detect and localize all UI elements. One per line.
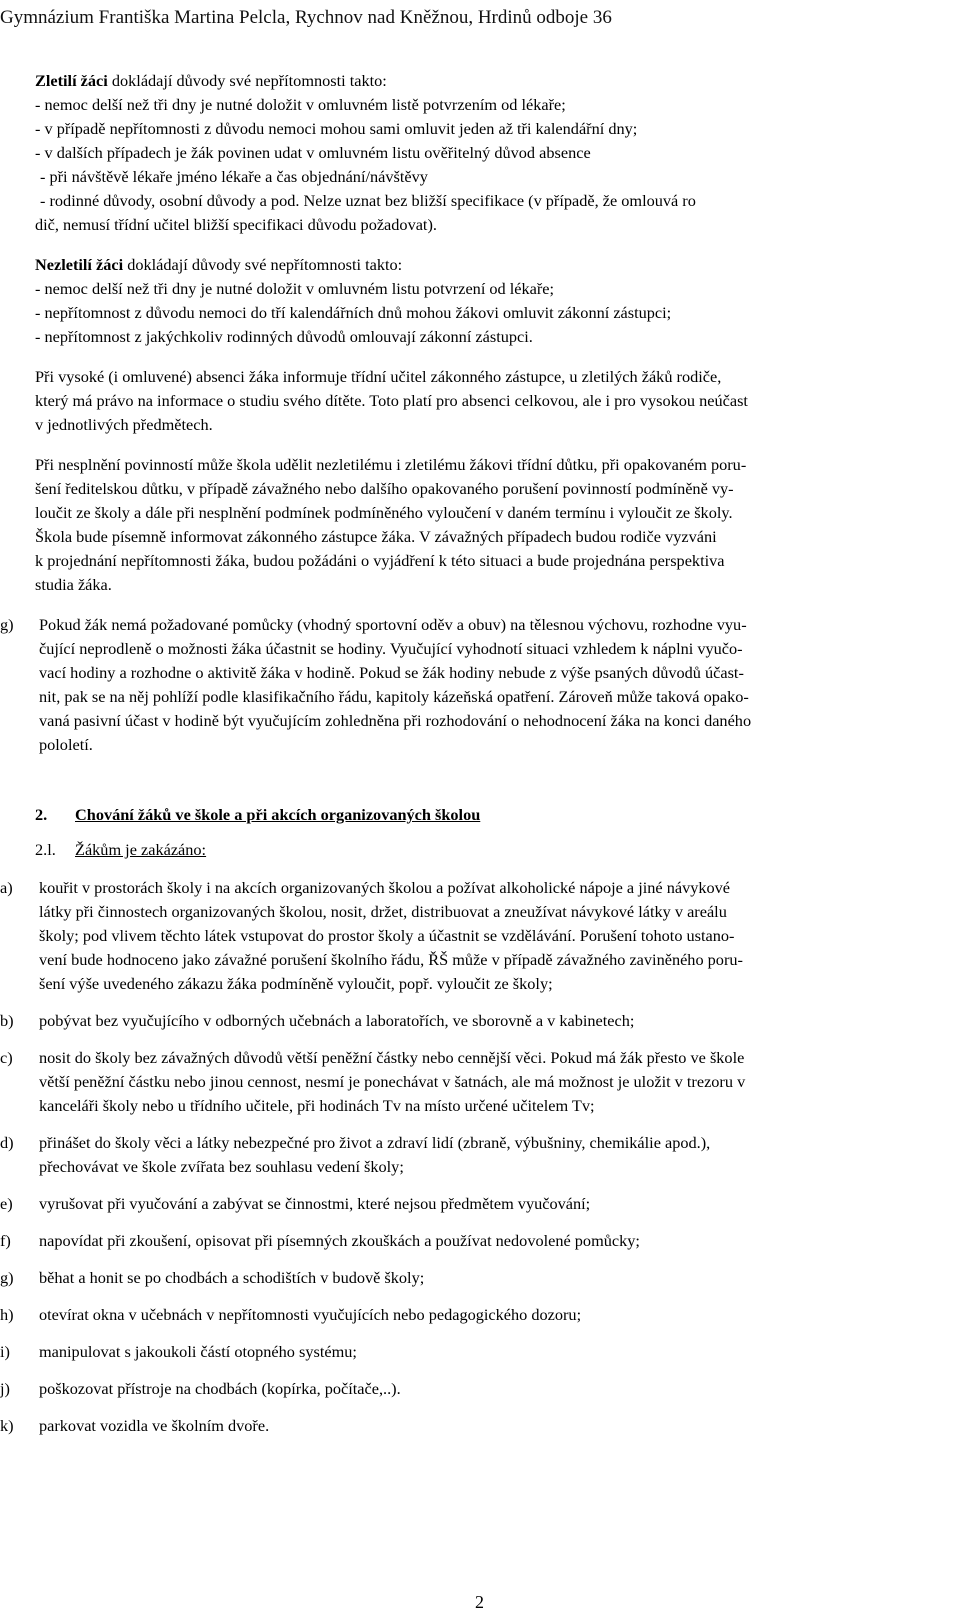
- prohibited-item: [0, 876, 935, 996]
- adult-lead-rest: dokládají důvody své nepřítomnosti takto:: [107, 71, 387, 90]
- page-number: 2: [475, 1592, 484, 1612]
- item-line: nit, pak se na něj pohlíží podle klasifikačního řádu, kapitoly kázeňská opatření. Zároveň může taková opako-: [39, 687, 749, 706]
- item-body: [39, 1009, 935, 1033]
- minor-line: - nepřítomnost z důvodu nemoci do tří kalendářních dnů mohou žákovi omluvit zákonní zástupci;: [35, 303, 672, 322]
- prohibited-item: [0, 1192, 935, 1216]
- item-line: větší peněžní částku nebo jinou cennost, nesmí je ponechávat v šatnách, ale má možnost je uložit v trezoru v: [39, 1072, 746, 1091]
- item-body: [39, 613, 935, 757]
- minor-lead-bold: Nezletilí žáci: [35, 255, 124, 274]
- item-marker: f): [0, 1231, 11, 1250]
- item-marker: i): [0, 1342, 10, 1361]
- item-line: vení bude hodnoceno jako závažné porušení školního řádu, ŘŠ může v případě závažného zaviněného poru-: [39, 950, 743, 969]
- item-body: [39, 1414, 935, 1438]
- prohibited-list: [0, 876, 935, 1438]
- item-line: vyrušovat při vyučování a zabývat se činnostmi, které nejsou předmětem vyučování;: [39, 1194, 591, 1213]
- item-marker: e): [0, 1194, 13, 1213]
- prohibited-item: [0, 1414, 935, 1438]
- adult-lead-bold: Zletilí žáci: [35, 71, 108, 90]
- paragraph-line: loučit ze školy a dále při nesplnění podmínek podmíněného vyloučení v daném termínu i vyloučit ze školy.: [35, 503, 733, 522]
- item-line: čující neprodleně o možnosti žáka účastnit se hodiny. Vyučující vyhodnotí situaci vzhledem k náplni vyučo-: [39, 639, 743, 658]
- high-absence-paragraph: [35, 365, 935, 437]
- item-body: [39, 1192, 935, 1216]
- minor-line: - nemoc delší než tři dny je nutné doložit v omluvném listu potvrzení od lékaře;: [35, 279, 555, 298]
- item-line: Pokud žák nemá požadované pomůcky (vhodný sportovní oděv a obuv) na tělesnou výchovu, rozhodne vyu-: [39, 615, 747, 634]
- item-body: [39, 1377, 935, 1401]
- adult-line: - v případě nepřítomnosti z důvodu nemoci mohou sami omluvit jeden až tři kalendářní dny;: [35, 119, 638, 138]
- document-body: [0, 69, 935, 1438]
- prohibited-item: [0, 1266, 935, 1290]
- item-body: [39, 1046, 935, 1118]
- item-marker: c): [0, 1048, 13, 1067]
- item-marker: b): [0, 1011, 14, 1030]
- item-line: kouřit v prostorách školy i na akcích organizovaných školou a požívat alkoholické nápoje a jiné návykové: [39, 878, 730, 897]
- item-line: nosit do školy bez závažných důvodů větší peněžní částky nebo cennější věci. Pokud má žák přesto ve škole: [39, 1048, 745, 1067]
- item-line: pobývat bez vyučujícího v odborných učebnách a laboratořích, ve sborovně a v kabinetech;: [39, 1011, 635, 1030]
- prohibited-item: [0, 1229, 935, 1253]
- item-line: přechovávat ve škole zvířata bez souhlasu vedení školy;: [39, 1157, 404, 1176]
- adult-line: dič, nemusí třídní učitel bližší specifikaci důvodu požadovat).: [35, 215, 437, 234]
- item-line: napovídat při zkoušení, opisovat při písemných zkouškách a používat nedovolené pomůcky;: [39, 1231, 640, 1250]
- adult-line: - rodinné důvody, osobní důvody a pod. Nelze uznat bez bližší specifikace (v případě, že omlouvá ro: [40, 191, 696, 210]
- adult-line: - v dalších případech je žák povinen udat v omluvném listu ověřitelný důvod absence: [35, 143, 591, 162]
- subsection-title: Žákům je zakázáno:: [75, 840, 207, 859]
- item-body: [39, 1266, 935, 1290]
- item-body: [39, 1340, 935, 1364]
- paragraph-line: studia žáka.: [35, 575, 112, 594]
- section-2-heading: [35, 803, 935, 827]
- adult-lead: [35, 69, 935, 93]
- item-line: parkovat vozidla ve školním dvoře.: [39, 1416, 270, 1435]
- paragraph-line: Při vysoké (i omluvené) absenci žáka informuje třídní učitel zákonného zástupce, u zletilých žáků rodiče,: [35, 367, 722, 386]
- item-line: otevírat okna v učebnách v nepřítomnosti vyučujících nebo pedagogického dozoru;: [39, 1305, 582, 1324]
- item-line: vaná pasivní účast v hodině být vyučujícím zohledněna při rozhodování o nehodnocení žáka na konci daného: [39, 711, 752, 730]
- paragraph-line: k projednání nepřítomnosti žáka, budou požádáni o vyjádření k této situaci a bude projednána perspektiva: [35, 551, 725, 570]
- item-marker: h): [0, 1305, 14, 1324]
- item-line: pololetí.: [39, 735, 93, 754]
- paragraph-line: šení ředitelskou důtku, v případě závažného nebo dalšího opakovaného porušení povinností podmíněně vy-: [35, 479, 734, 498]
- item-line: běhat a honit se po chodbách a schodištích v budově školy;: [39, 1268, 425, 1287]
- item-line: kanceláři školy nebo u třídního učitele, při hodinách Tv na místo určené učitelem Tv;: [39, 1096, 595, 1115]
- adult-line: - nemoc delší než tři dny je nutné doložit v omluvném listě potvrzením od lékaře;: [35, 95, 566, 114]
- subsection-heading: [35, 838, 935, 862]
- subsection-number: 2.l.: [35, 840, 56, 859]
- minor-lead: [35, 253, 935, 277]
- item-body: [39, 1229, 935, 1253]
- prohibited-item: [0, 1303, 935, 1327]
- item-body: [39, 1131, 935, 1179]
- prohibited-item: [0, 1377, 935, 1401]
- item-marker: j): [0, 1379, 10, 1398]
- item-marker: a): [0, 878, 13, 897]
- prohibited-item: [0, 1340, 935, 1364]
- paragraph-line: který má právo na informace o studiu svého dítěte. Toto platí pro absenci celkovou, ale i pro vysokou neúčast: [35, 391, 748, 410]
- item-line: šení výše uvedeného zákazu žáka podmíněně vyloučit, popř. vyloučit ze školy;: [39, 974, 553, 993]
- page-header: Gymnázium Františka Martina Pelcla, Rychnov nad Kněžnou, Hrdinů odboje 36: [0, 7, 612, 28]
- item-line: vací hodiny a rozhodne o aktivitě žáka v hodině. Pokud se žák hodiny nebude z výše psaných důvodů účast-: [39, 663, 744, 682]
- paragraph-line: Škola bude písemně informovat zákonného zástupce žáka. V závažných případech budou rodiče vyzváni: [35, 527, 717, 546]
- item-line: manipulovat s jakoukoli částí otopného systému;: [39, 1342, 357, 1361]
- item-marker: g): [0, 1268, 14, 1287]
- section-title: Chování žáků ve škole a při akcích organizovaných školou: [75, 805, 481, 824]
- adult-line: - při návštěvě lékaře jméno lékaře a čas objednání/návštěvy: [40, 167, 428, 186]
- minor-lead-rest: dokládají důvody své nepřítomnosti takto:: [123, 255, 403, 274]
- prohibited-item: [0, 1131, 935, 1179]
- item-marker: g): [0, 615, 14, 634]
- minor-line: - nepřítomnost z jakýchkoliv rodinných důvodů omlouvají zákonní zástupci.: [35, 327, 533, 346]
- item-line: přinášet do školy věci a látky nebezpečné pro život a zdraví lidí (zbraně, výbušniny, chemikálie apod.),: [39, 1133, 711, 1152]
- item-marker: k): [0, 1416, 14, 1435]
- item-line: látky při činnostech organizovaných školou, nosit, držet, distribuovat a zneužívat návykové látky v areálu: [39, 902, 727, 921]
- minor-students-block: [35, 253, 935, 349]
- item-g: [0, 613, 935, 757]
- prohibited-item: [0, 1009, 935, 1033]
- item-line: školy; pod vlivem těchto látek vstupovat do prostor školy a účastnit se vzdělávání. Porušení tohoto ustano-: [39, 926, 735, 945]
- item-body: [39, 1303, 935, 1327]
- prohibited-item: [0, 1046, 935, 1118]
- paragraph-line: v jednotlivých předmětech.: [35, 415, 213, 434]
- adult-students-block: [35, 69, 935, 237]
- section-number: 2.: [35, 805, 48, 824]
- duties-paragraph: [35, 453, 935, 597]
- item-body: [39, 876, 935, 996]
- item-line: poškozovat přístroje na chodbách (kopírka, počítače,..).: [39, 1379, 401, 1398]
- paragraph-line: Při nesplnění povinností může škola udělit nezletilému i zletilému žákovi třídní důtku, při opakovaném poru-: [35, 455, 747, 474]
- item-marker: d): [0, 1133, 14, 1152]
